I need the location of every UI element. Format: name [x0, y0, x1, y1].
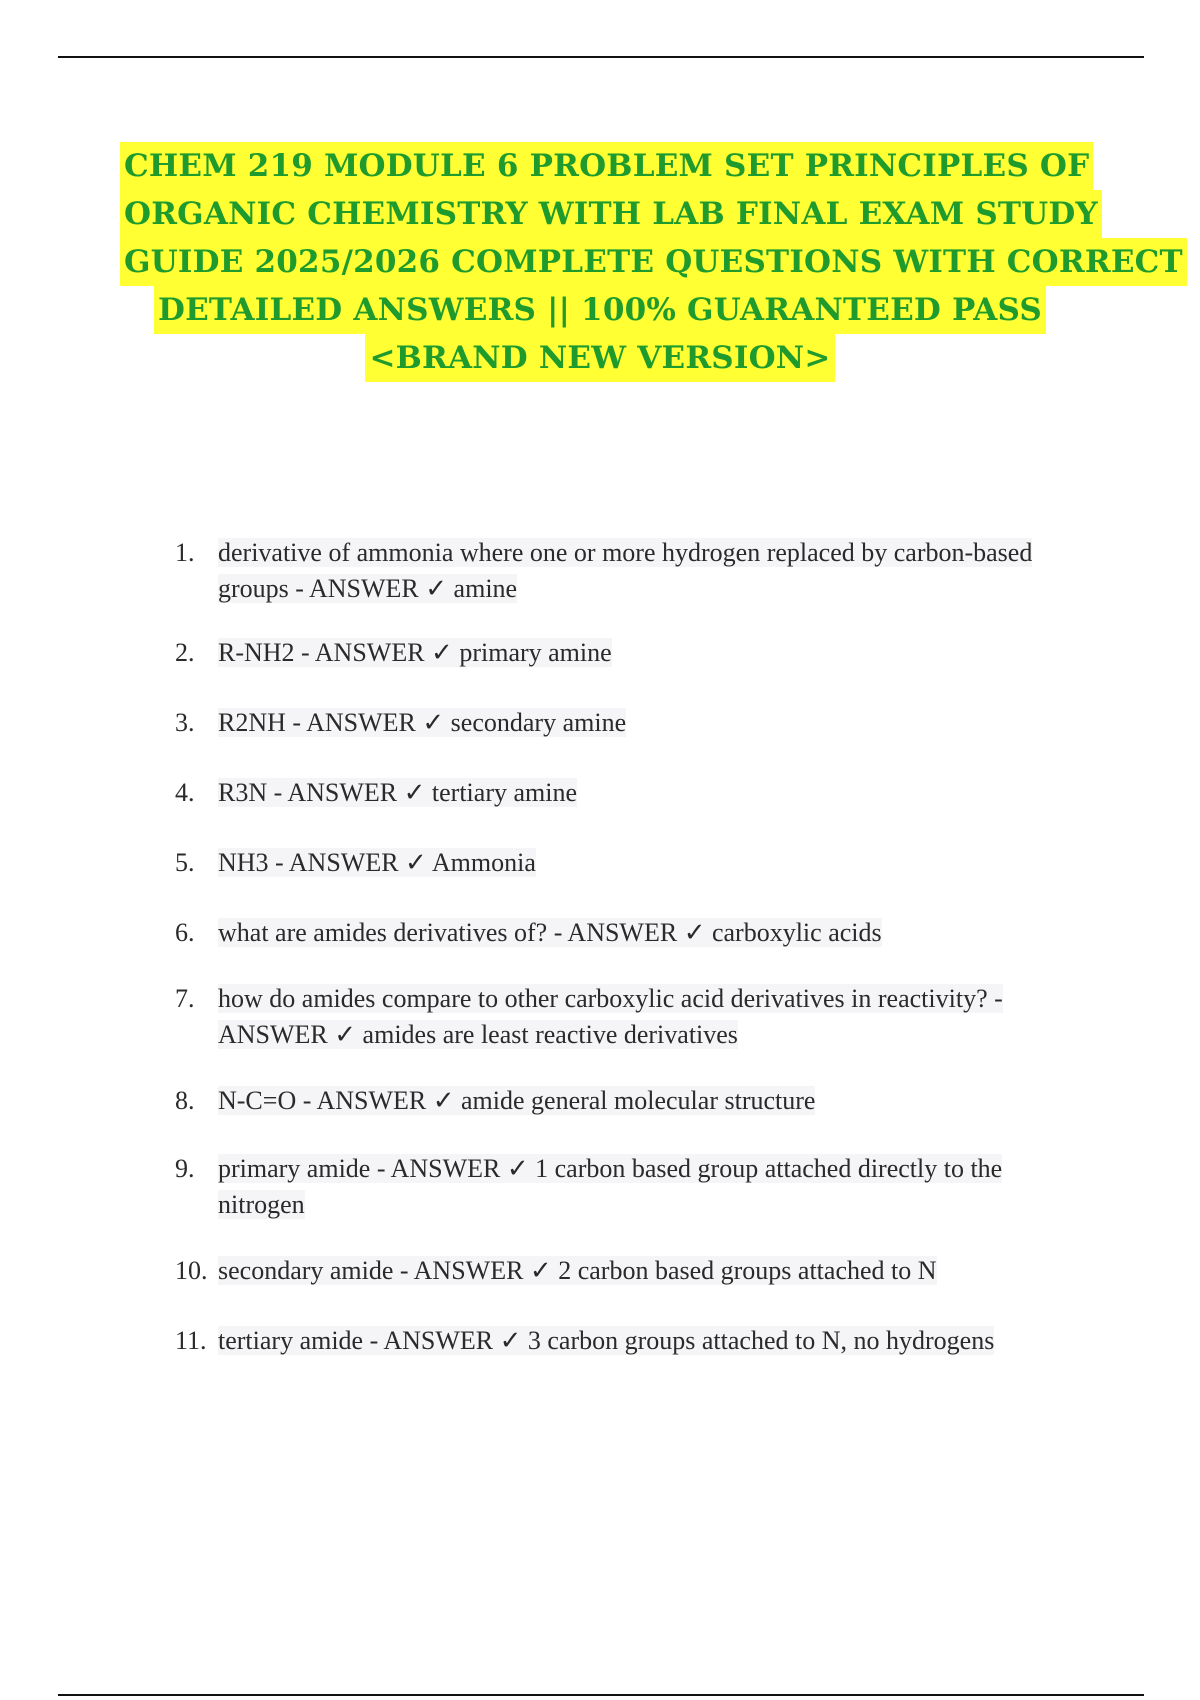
top-rule: [58, 56, 1144, 58]
qa-item: [175, 981, 1095, 1053]
qa-text: [218, 705, 1095, 741]
qa-number: 1.: [175, 538, 195, 567]
qa-item: [175, 845, 1095, 881]
qa-number: 6.: [175, 918, 195, 947]
qa-text: [218, 635, 1095, 671]
qa-number: 11.: [175, 1326, 207, 1355]
qa-item: [175, 915, 1095, 951]
qa-number: 3.: [175, 708, 195, 737]
qa-item: [175, 1083, 1095, 1119]
qa-number: 9.: [175, 1154, 195, 1183]
qa-item: [175, 775, 1095, 811]
qa-text-content: secondary amide - ANSWER ✓ 2 carbon based groups attached to N: [218, 1256, 937, 1285]
qa-text-content: how do amides compare to other carboxylic acid derivatives in reactivity? - ANSWER ✓ amides are least reactive derivatives: [218, 984, 1003, 1049]
qa-text: [218, 1151, 1095, 1223]
title-line-3: GUIDE 2025/2026 COMPLETE QUESTIONS WITH CORRECT: [120, 238, 1187, 286]
qa-number: 4.: [175, 778, 195, 807]
qa-text: [218, 845, 1095, 881]
title-line-1: CHEM 219 MODULE 6 PROBLEM SET PRINCIPLES OF: [120, 142, 1093, 190]
qa-text: [218, 535, 1095, 607]
qa-text: [218, 1323, 1095, 1359]
qa-item: [175, 705, 1095, 741]
qa-text-content: derivative of ammonia where one or more hydrogen replaced by carbon-based groups - ANSWER ✓ amine: [218, 538, 1033, 603]
qa-item: [175, 1323, 1095, 1359]
qa-text-content: NH3 - ANSWER ✓ Ammonia: [218, 848, 536, 877]
qa-number: 5.: [175, 848, 195, 877]
title-line-5: <BRAND NEW VERSION>: [365, 334, 834, 382]
qa-number: 8.: [175, 1086, 195, 1115]
qa-text-content: primary amide - ANSWER ✓ 1 carbon based group attached directly to the nitrogen: [218, 1154, 1003, 1219]
qa-list: [175, 535, 1095, 1359]
qa-number: 2.: [175, 638, 195, 667]
qa-text: [218, 775, 1095, 811]
qa-number: 7.: [175, 984, 195, 1013]
qa-item: [175, 635, 1095, 671]
document-title: [120, 142, 1183, 382]
qa-text-content: R2NH - ANSWER ✓ secondary amine: [218, 708, 627, 737]
qa-item: [175, 1253, 1095, 1289]
qa-text-content: what are amides derivatives of? - ANSWER ✓ carboxylic acids: [218, 918, 882, 947]
qa-text-content: R-NH2 - ANSWER ✓ primary amine: [218, 638, 612, 667]
qa-text-content: R3N - ANSWER ✓ tertiary amine: [218, 778, 577, 807]
qa-text-content: N-C=O - ANSWER ✓ amide general molecular structure: [218, 1086, 816, 1115]
qa-text: [218, 915, 1095, 951]
title-line-4: DETAILED ANSWERS || 100% GUARANTEED PASS: [154, 286, 1046, 334]
qa-text: [218, 1083, 1095, 1119]
title-line-2: ORGANIC CHEMISTRY WITH LAB FINAL EXAM STUDY: [120, 190, 1102, 238]
qa-number: 10.: [175, 1256, 208, 1285]
qa-item: [175, 535, 1095, 607]
qa-item: [175, 1151, 1095, 1223]
bottom-rule: [58, 1694, 1144, 1696]
qa-text: [218, 981, 1095, 1053]
qa-text-content: tertiary amide - ANSWER ✓ 3 carbon groups attached to N, no hydrogens: [218, 1326, 995, 1355]
qa-text: [218, 1253, 1095, 1289]
